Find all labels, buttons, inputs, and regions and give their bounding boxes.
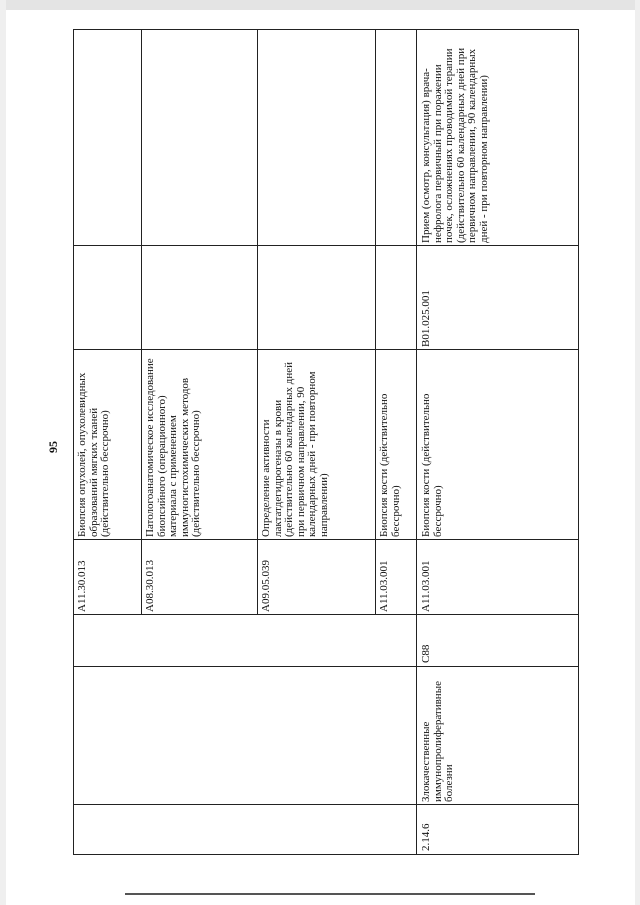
col-divider-doctor-code [73, 245, 578, 246]
service-code: A11.30.013 [76, 560, 88, 612]
doctor-name: Прием (осмотр, консультация) врача-нефролога первичный при поражении почек, осложнениях проводимой терапии (действительно 60 календарных дней при первичном направлении, 90 календарных дней - при повторном направлении) [420, 47, 490, 243]
col-divider-service-code [73, 539, 578, 540]
service-code: A11.03.001 [378, 560, 390, 612]
icd-code: C88 [420, 644, 432, 663]
disease-name: Злокачественные иммунопролиферативные болезни [420, 681, 456, 802]
row-divider-2 [257, 30, 258, 615]
service-code: A11.03.001 [420, 560, 432, 612]
scan-edge-left [0, 0, 6, 905]
col-divider-disease [73, 666, 578, 667]
service-name: Биопсия кости (действительно бессрочно) [378, 393, 402, 537]
services-table [73, 30, 578, 855]
row-code: 2.14.6 [420, 823, 432, 851]
doctor-code: B01.025.001 [420, 290, 432, 347]
row-divider-3 [375, 30, 376, 615]
service-code: A08.30.013 [144, 560, 156, 612]
col-divider-icd [73, 614, 578, 615]
scan-bottom-line [125, 893, 535, 895]
scan-edge-right [635, 0, 640, 905]
col-divider-service-name [73, 349, 578, 350]
scan-edge-top [0, 0, 640, 10]
row-divider-1 [141, 30, 142, 615]
service-name: Биопсия опухолей, опухолевидных образований мягких тканей (действительно бессрочно) [76, 372, 112, 537]
service-name: Определение активности лактатдегидрогеназы в крови (действительно 60 календарных дней при первичном направлении, 90 календарных дней - при повторном направлении) [260, 361, 330, 537]
page-number: 95 [46, 441, 60, 453]
service-name: Патологоанатомическое исследование биопсийного (операционного) материала с применением иммуногистохимических методов (действительно бессрочно) [144, 358, 203, 537]
service-name: Биопсия кости (действительно бессрочно) [420, 393, 444, 537]
col-divider-code [73, 804, 578, 805]
row-divider-4 [416, 30, 417, 855]
service-code: A09.05.039 [260, 560, 272, 612]
